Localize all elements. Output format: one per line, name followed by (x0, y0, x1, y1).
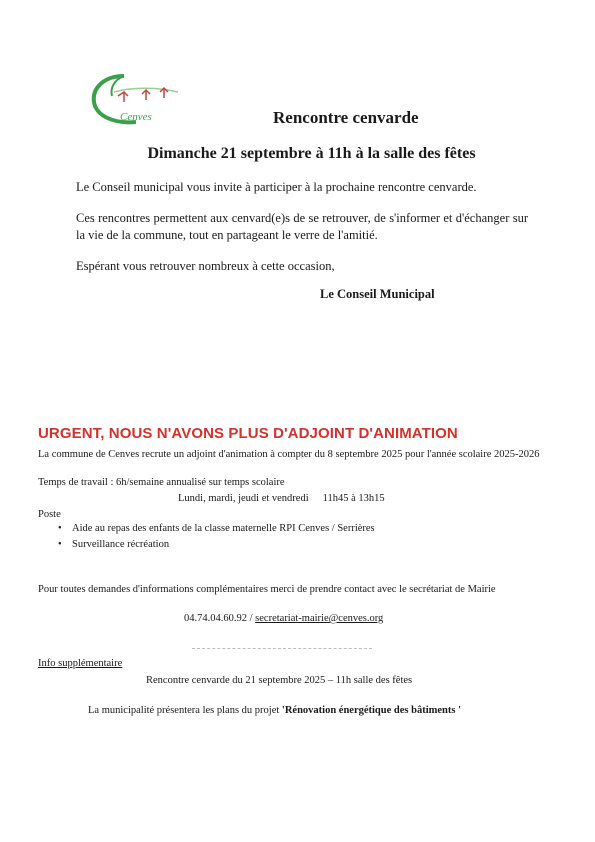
info-rencontre: Rencontre cenvarde du 21 septembre 2025 – 11h salle des fêtes (146, 675, 413, 686)
job-schedule (178, 492, 385, 505)
job-duties-list (58, 522, 375, 554)
contact-line (184, 612, 383, 625)
job-contact: Pour toutes demandes d'informations complémentaires merci de prendre contact avec le secrétariat de Mairie (38, 584, 496, 595)
job-work-time: Temps de travail : 6h/semaine annualisé sur temps scolaire (38, 477, 285, 488)
list-item: • Surveillance récréation (58, 538, 375, 554)
job-poste-label: Poste (38, 509, 61, 520)
list-item: • Aide au repas des enfants de la classe maternelle RPI Cenves / Serrières (58, 522, 375, 538)
logo-text: Cenves (120, 111, 152, 123)
contact-separator: / (247, 613, 256, 624)
job-hours: 11h45 à 13h15 (322, 493, 385, 504)
divider (192, 648, 372, 649)
letter-paragraph-3: Espérant vous retrouver nombreux à cette occasion, (76, 259, 335, 273)
presentation-prefix: La municipalité présentera les plans du projet (88, 705, 282, 716)
job-intro: La commune de Cenves recrute un adjoint d'animation à compter du 8 septembre 2025 pour l'année scolaire 2025-2026 (38, 449, 540, 460)
info-label: Info supplémentaire (38, 658, 123, 669)
page-title: Rencontre cenvarde (273, 108, 419, 127)
event-subtitle: Dimanche 21 septembre à 11h à la salle des fêtes (147, 145, 476, 162)
email-link[interactable]: secretariat-mairie@cenves.org (255, 613, 384, 624)
phone-number: 04.74.04.60.92 (184, 613, 247, 624)
letter-paragraph-2: Ces rencontres permettent aux cenvard(e)s de se retrouver, de s'informer et d'échanger sur la vie de la commune, tout en partageant le verre de l'amitié. (76, 211, 528, 242)
letter-paragraph-1: Le Conseil municipal vous invite à participer à la prochaine rencontre cenvarde. (76, 180, 477, 194)
presentation-project: 'Rénovation énergétique des bâtiments ' (281, 705, 461, 716)
info-presentation (88, 704, 461, 717)
job-days: Lundi, mardi, jeudi et vendredi (178, 493, 309, 504)
letter-signature: Le Conseil Municipal (320, 287, 435, 301)
job-heading: URGENT, NOUS N'AVONS PLUS D'ADJOINT D'ANIMATION (38, 425, 458, 442)
